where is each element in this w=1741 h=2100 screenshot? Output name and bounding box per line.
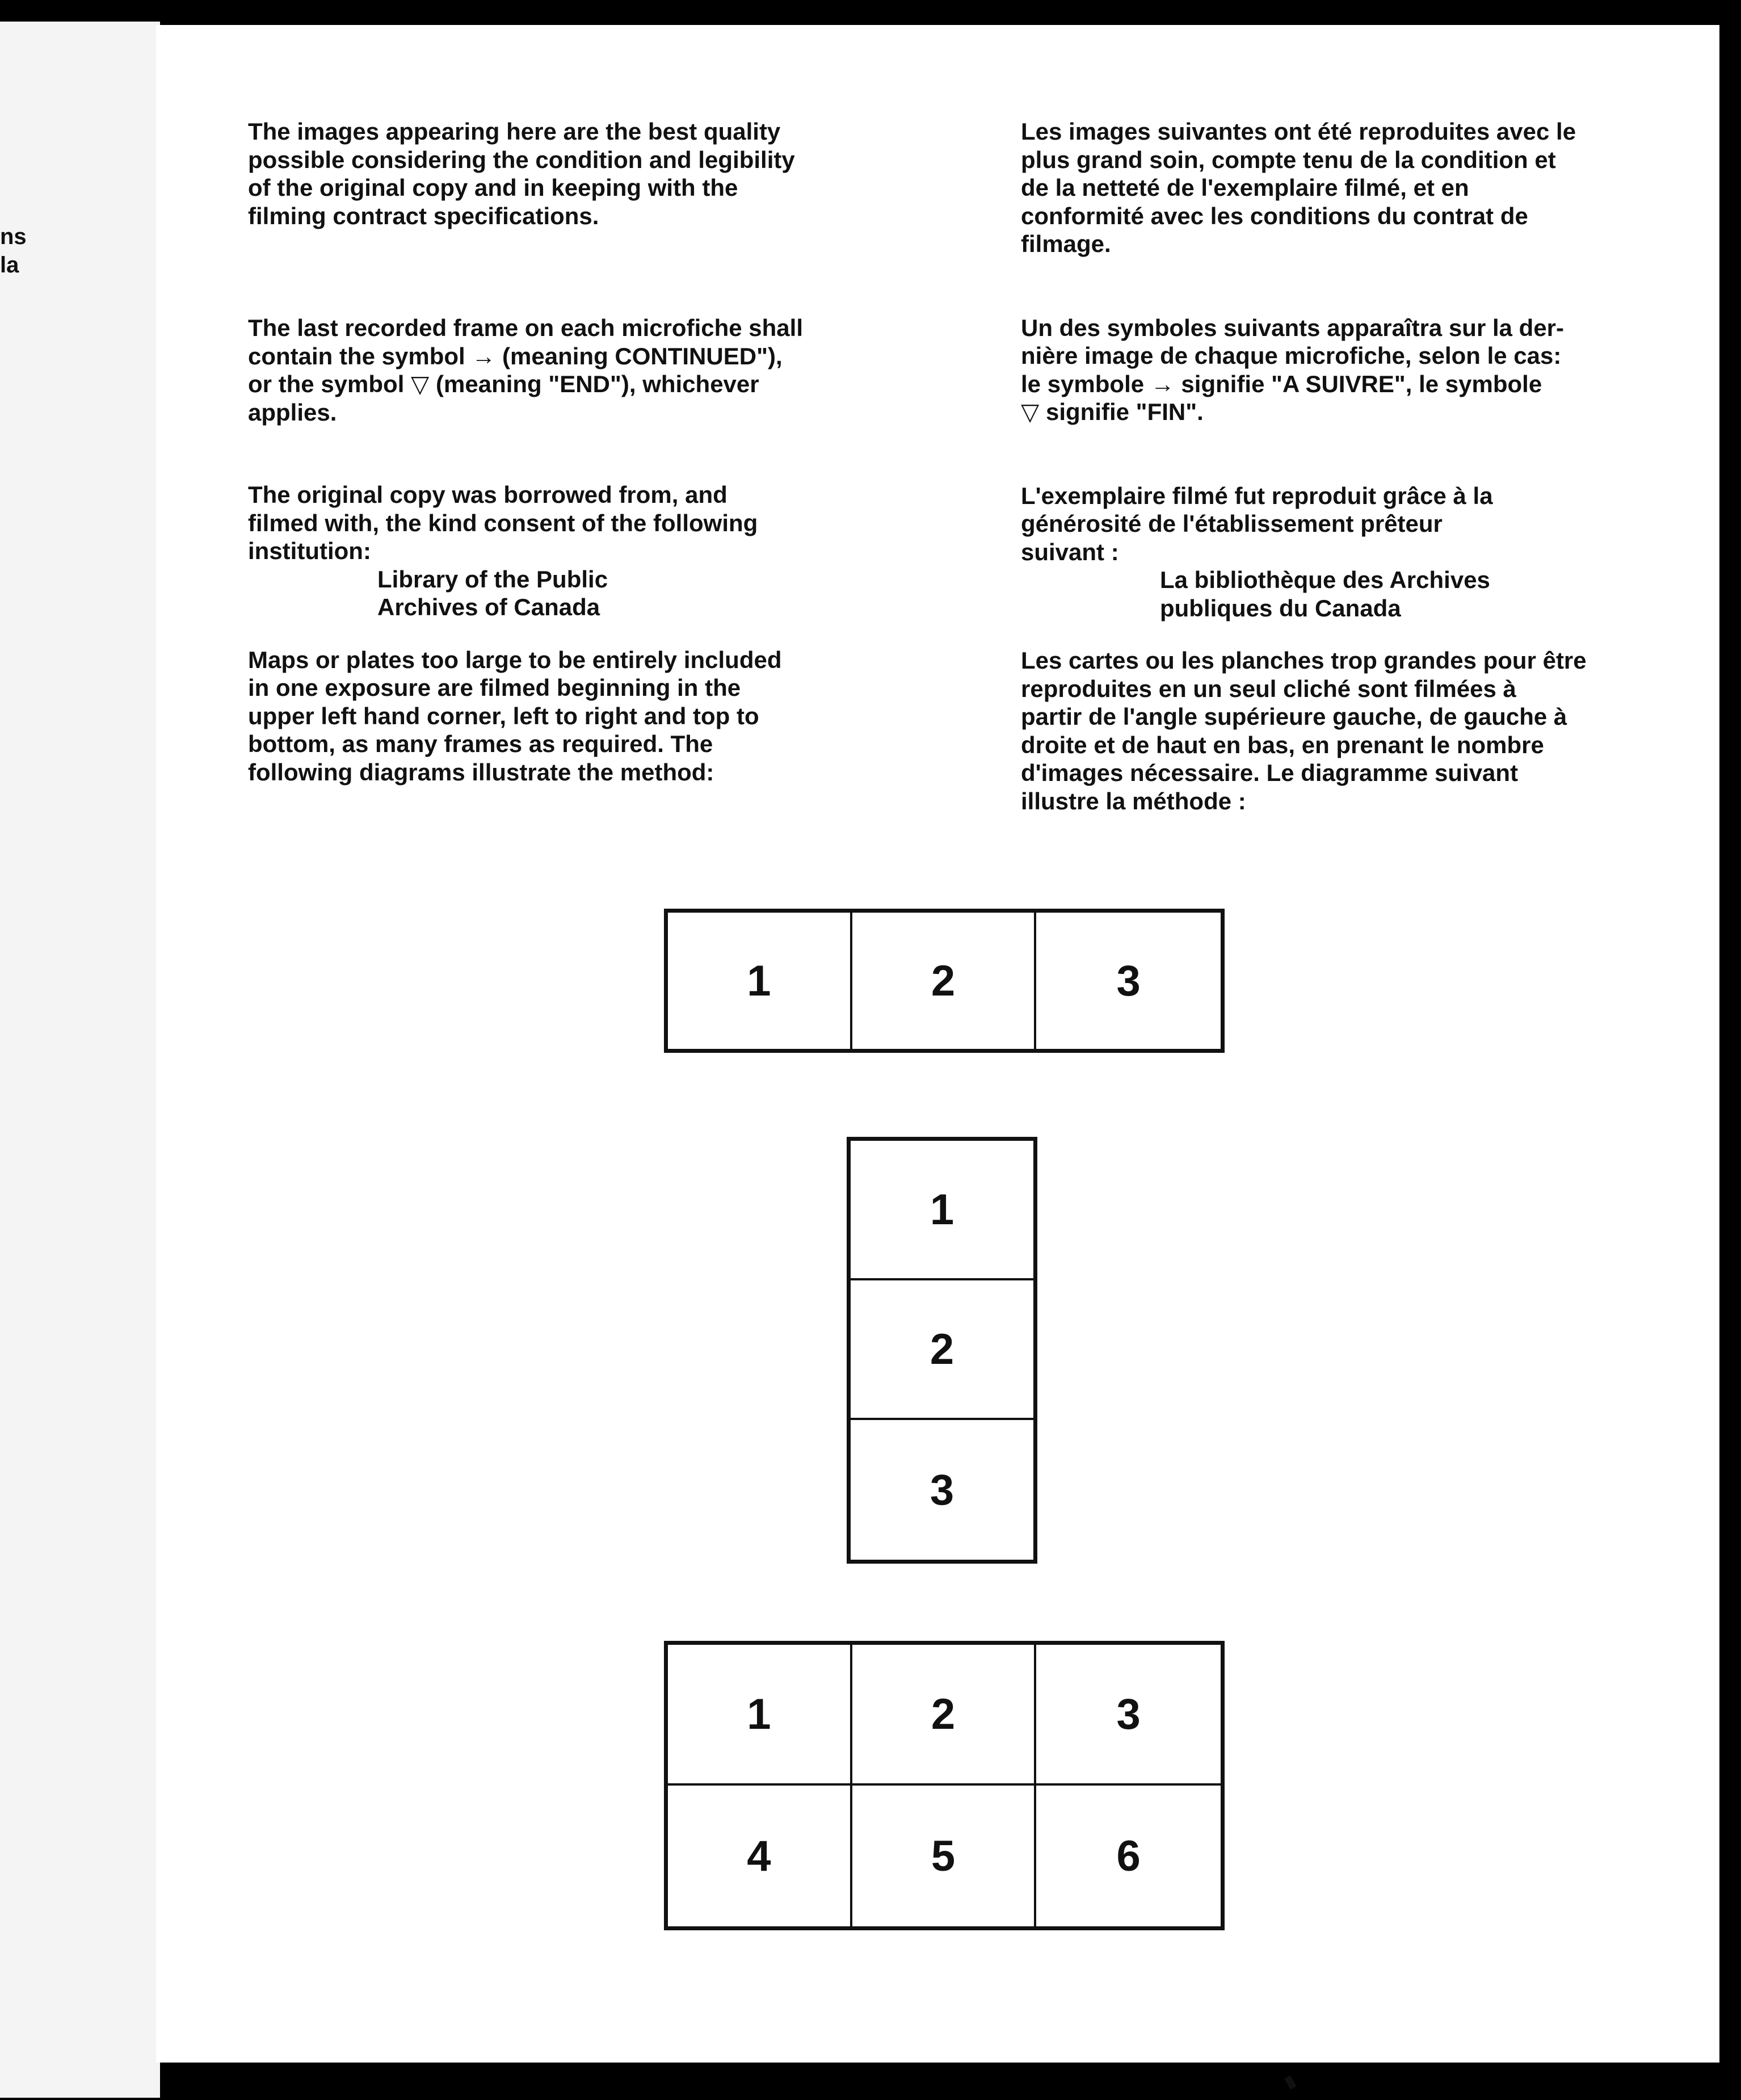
frame-cell: 1 [668, 913, 852, 1049]
french-institution-name: La bibliothèque des Archives publiques du Canada [1160, 566, 1490, 621]
horizontal-frames-diagram [664, 909, 1225, 1053]
english-consent-paragraph: The original copy was borrowed from, and filmed with, the kind consent of the following institution: [248, 481, 758, 564]
scan-speck [1284, 2075, 1296, 2089]
adjacent-page-strip [0, 22, 160, 2098]
adjacent-page-fragment: la [0, 253, 19, 278]
english-column [248, 117, 952, 786]
frame-cell: 2 [852, 1645, 1037, 1786]
document-page [156, 25, 1719, 2063]
french-quality-paragraph: Les images suivantes ont été reproduites avec le plus grand soin, compte tenu de la condition et de la netteté de l'exemplaire filmé, et en conformité avec les conditions du contrat de filmage. [1021, 118, 1576, 257]
frame-cell: 3 [930, 1465, 954, 1514]
french-maps-paragraph: Les cartes ou les planches trop grandes pour être reproduites en un seul cliché sont filmées à partir de l'angle supérieure gauche, de gauche à droite et de haut en bas, en prenant le nombre d'images nécessaire. Le diagramme suivant illustre la méthode : [1021, 647, 1587, 814]
vertical-frames-diagram [847, 1137, 1037, 1564]
frame-cell: 3 [1036, 1645, 1221, 1786]
english-maps-paragraph: Maps or plates too large to be entirely included in one exposure are filmed beginning in the upper left hand corner, left to right and top to bottom, as many frames as required. The following diagrams illustrate the method: [248, 646, 782, 786]
grid-frames-diagram [664, 1641, 1225, 1930]
frame-cell: 2 [851, 1280, 1033, 1420]
english-quality-paragraph: The images appearing here are the best quality possible considering the condition and legibility of the original copy and in keeping with the filming contract specifications. [248, 118, 795, 229]
frame-cell: 6 [1116, 1832, 1141, 1880]
adjacent-page-fragment: ns [0, 224, 27, 249]
french-column [1021, 117, 1725, 815]
frame-cell: 3 [1116, 956, 1141, 1005]
frame-cell: 5 [852, 1786, 1037, 1926]
french-symbol-paragraph: Un des symboles suivants apparaîtra sur la der- nière image de chaque microfiche, selon le cas: le symbole → signifie "A SUIVRE", le symbole ▽ signifie "FIN". [1021, 314, 1565, 425]
french-consent-paragraph: L'exemplaire filmé fut reproduit grâce à la générosité de l'établissement prêteur suivant : [1021, 482, 1493, 565]
frame-cell: 1 [851, 1141, 1033, 1280]
frame-cell: 2 [852, 913, 1037, 1049]
frame-cell: 4 [668, 1786, 852, 1926]
english-symbol-paragraph: The last recorded frame on each microfiche shall contain the symbol → (meaning CONTINUED"), or the symbol ▽ (meaning "END"), whichever applies. [248, 314, 803, 426]
english-institution-name: Library of the Public Archives of Canada [377, 565, 608, 620]
frame-cell: 1 [668, 1645, 852, 1786]
